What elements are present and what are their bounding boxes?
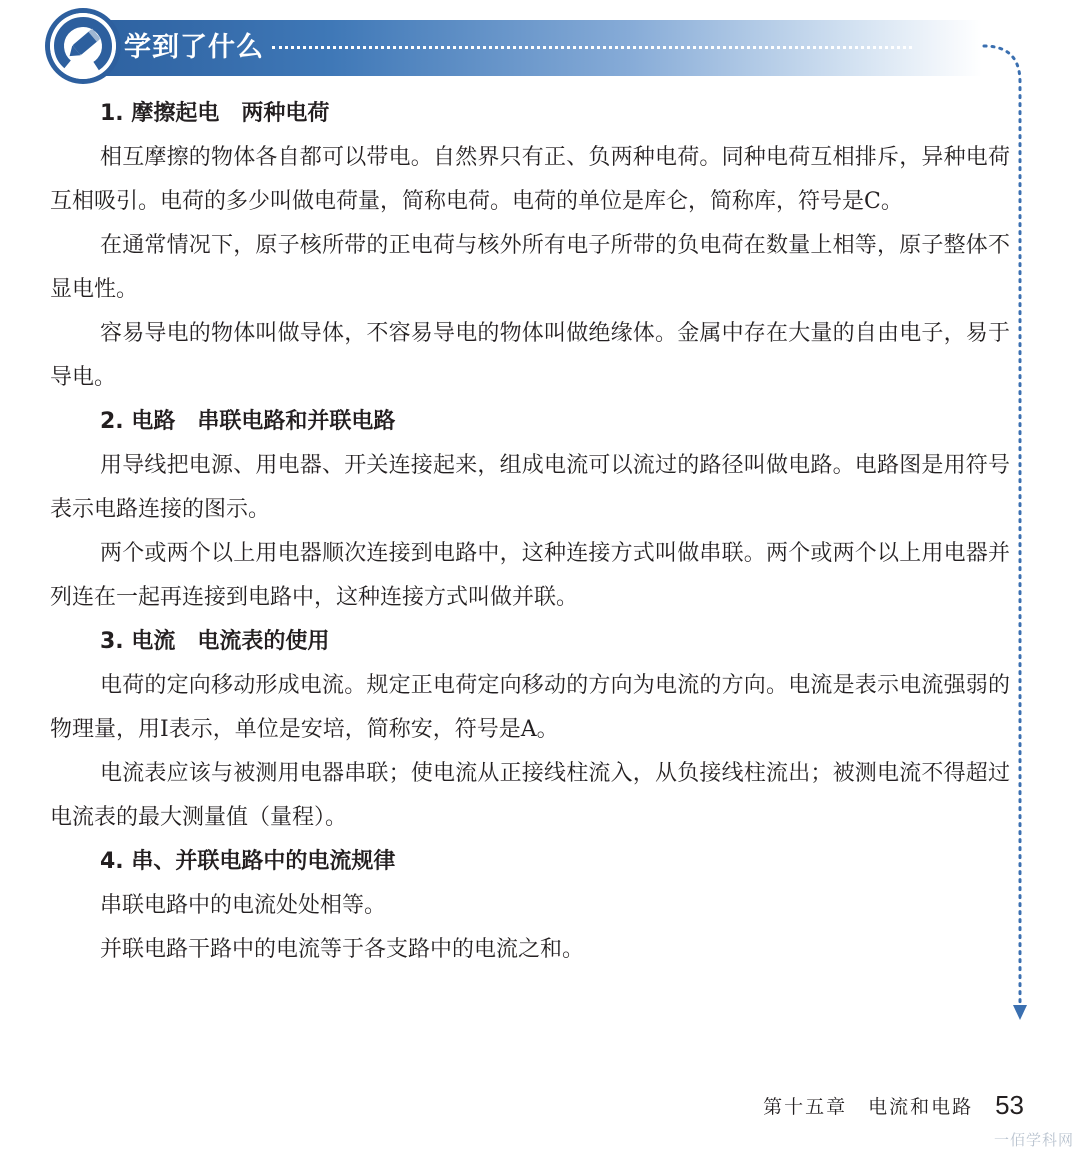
down-arrow-icon: [1013, 1005, 1027, 1020]
banner-title: 学到了什么: [124, 32, 264, 63]
section-heading-3: 3. 电流 电流表的使用: [100, 629, 330, 654]
chapter-title: 第十五章 电流和电路: [763, 1095, 974, 1118]
paragraph: 相互摩擦的物体各自都可以带电。自然界只有正、负两种电荷。同种电荷互相排斥，异种电荷互相吸引。电荷的多少叫做电荷量，简称电荷。电荷的单位是库仑，简称库，符号是C。: [50, 145, 1010, 214]
paragraph: 容易导电的物体叫做导体，不容易导电的物体叫做绝缘体。金属中存在大量的自由电子，易于导电。: [50, 321, 1010, 390]
watermark: 一佰学科网: [993, 1131, 1074, 1149]
paragraph: 电流表应该与被测用电器串联；使电流从正接线柱流入，从负接线柱流出；被测电流不得超过电流表的最大测量值（量程）。: [50, 761, 1010, 830]
banner-dotted-line: [272, 46, 912, 49]
section-heading-2: 2. 电路 串联电路和并联电路: [100, 409, 396, 434]
pencil-badge-icon: [50, 13, 116, 79]
paragraph: 电荷的定向移动形成电流。规定正电荷定向移动的方向为电流的方向。电流是表示电流强弱的物理量，用I表示，单位是安培，简称安，符号是A。: [50, 673, 1010, 742]
paragraph: 两个或两个以上用电器顺次连接到电路中，这种连接方式叫做串联。两个或两个以上用电器并列连在一起再连接到电路中，这种连接方式叫做并联。: [50, 541, 1010, 610]
paragraph: 并联电路干路中的电流等于各支路中的电流之和。: [100, 937, 585, 962]
paragraph: 串联电路中的电流处处相等。: [100, 893, 387, 918]
paragraph: 用导线把电源、用电器、开关连接起来，组成电流可以流过的路径叫做电路。电路图是用符号表示电路连接的图示。: [50, 453, 1010, 522]
section-heading-4: 4. 串、并联电路中的电流规律: [100, 849, 396, 874]
page-number: 53: [995, 1089, 1024, 1120]
paragraph: 在通常情况下，原子核所带的正电荷与核外所有电子所带的负电荷在数量上相等，原子整体不显电性。: [50, 233, 1010, 302]
section-heading-1: 1. 摩擦起电 两种电荷: [100, 101, 330, 126]
